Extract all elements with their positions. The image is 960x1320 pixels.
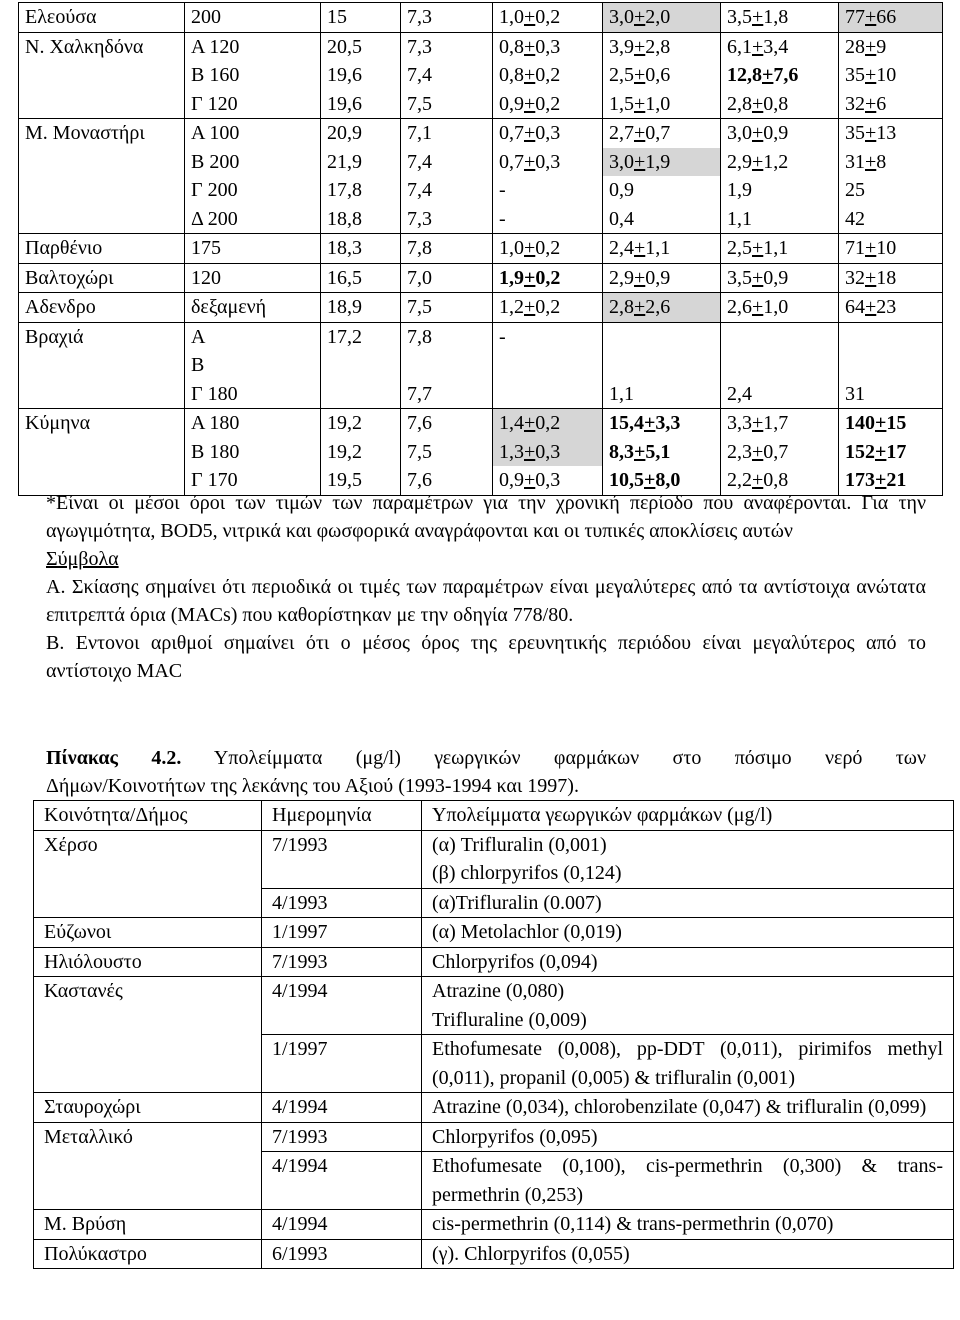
table-cell: 7,3 <box>401 3 493 33</box>
table-row <box>19 293 943 323</box>
table-cell: 32+6 <box>839 90 943 119</box>
table-cell <box>34 1152 262 1210</box>
table-cell: Ethofumesate (0,008), pp-DDT (0,011), pirimifos methyl (0,011), propanil (0,005) & trifluralin (0,001) <box>422 1035 954 1093</box>
table-cell: Chlorpyrifos (0,094) <box>422 947 954 977</box>
table-cell: 7,7 <box>401 380 493 409</box>
table-cell: 3,5+1,8 <box>721 3 839 33</box>
table-cell: 21,9 <box>321 148 401 177</box>
table-cell: cis-permethrin (0,114) & trans-permethrin (0,070) <box>422 1210 954 1240</box>
table-cell <box>19 438 185 467</box>
table-cell: 1,5+1,0 <box>603 90 721 119</box>
table-cell: 7,8 <box>401 322 493 351</box>
table-cell: 1,9+0,2 <box>493 263 603 293</box>
table-cell: 4/1994 <box>262 1152 422 1210</box>
table-cell: (γ). Chlorpyrifos (0,055) <box>422 1239 954 1269</box>
table-cell <box>839 322 943 351</box>
column-header: Υπολείμματα γεωργικών φαρμάκων (μg/l) <box>422 801 954 831</box>
table-cell: 7,8 <box>401 234 493 264</box>
table-cell: 140+15 <box>839 409 943 438</box>
table-cell: 7/1993 <box>262 1122 422 1152</box>
table-cell: 2,7+0,7 <box>603 119 721 148</box>
table-row <box>19 3 943 33</box>
table-cell: 2,5+1,1 <box>721 234 839 264</box>
table-cell: 7/1993 <box>262 830 422 859</box>
table-cell: 0,8+0,2 <box>493 61 603 90</box>
table-cell: 7,3 <box>401 205 493 234</box>
table-cell: 77+66 <box>839 3 943 33</box>
table-cell <box>19 148 185 177</box>
table-cell: 0,4 <box>603 205 721 234</box>
table-cell: Μ. Μοναστήρι <box>19 119 185 148</box>
table-cell: (α) Metolachlor (0,019) <box>422 918 954 948</box>
table-cell <box>603 322 721 351</box>
table-row <box>19 61 943 90</box>
table-cell: 1,9 <box>721 176 839 205</box>
table-cell <box>34 1006 262 1035</box>
table-cell: Ν. Χαλκηδόνα <box>19 32 185 61</box>
table-cell: 4/1994 <box>262 977 422 1006</box>
table-cell: 3,0+2,0 <box>603 3 721 33</box>
table-row <box>34 1006 954 1035</box>
table-row <box>19 205 943 234</box>
table-cell: 0,9+0,2 <box>493 90 603 119</box>
table-cell: 17,8 <box>321 176 401 205</box>
table-cell: 18,9 <box>321 293 401 323</box>
caption-line-2: Δήμων/Κοινοτήτων της λεκάνης του Αξιού (1993-1994 και 1997). <box>46 775 579 797</box>
table-cell: 7,5 <box>401 293 493 323</box>
table-cell <box>401 351 493 380</box>
table-cell: 17,2 <box>321 322 401 351</box>
table-cell: 10,5+8,0 <box>603 466 721 495</box>
table-cell <box>603 351 721 380</box>
table-row <box>34 918 954 948</box>
table-cell <box>321 351 401 380</box>
table-cell: 35+13 <box>839 119 943 148</box>
table-cell: 1,2+0,2 <box>493 293 603 323</box>
table-cell: 7,6 <box>401 466 493 495</box>
table-cell: 2,6+1,0 <box>721 293 839 323</box>
table-cell: 0,7+0,3 <box>493 148 603 177</box>
table-cell <box>34 888 262 918</box>
table-cell: 31 <box>839 380 943 409</box>
table-cell: - <box>493 205 603 234</box>
table-row <box>19 438 943 467</box>
table-cell: Σταυροχώρι <box>34 1093 262 1123</box>
table-cell <box>19 380 185 409</box>
table-cell: 120 <box>185 263 321 293</box>
table-cell: - <box>493 176 603 205</box>
table-row <box>19 176 943 205</box>
symbol-a-note: Α. Σκίασης σημαίνει ότι περιοδικά οι τιμές των παραμέτρων είναι μεγαλύτερες από τα αντίστοιχα ανώτατα επιτρεπτά όρια (MACs) που καθορίστηκαν με την οδηγία 778/80. <box>46 576 926 626</box>
table-cell: 2,9+0,9 <box>603 263 721 293</box>
table-cell: 3,0+0,9 <box>721 119 839 148</box>
table-cell: Α <box>185 322 321 351</box>
table-cell: 0,9+0,3 <box>493 466 603 495</box>
table-cell: Β 200 <box>185 148 321 177</box>
table-cell: 19,6 <box>321 90 401 119</box>
table-cell: 1,1 <box>603 380 721 409</box>
table-cell: 152+17 <box>839 438 943 467</box>
table-cell: Καστανές <box>34 977 262 1006</box>
table-caption <box>46 744 926 800</box>
table-row <box>19 409 943 438</box>
table-cell: 7,4 <box>401 61 493 90</box>
table-row <box>19 351 943 380</box>
table-cell: Βραχιά <box>19 322 185 351</box>
table-cell: 7,3 <box>401 32 493 61</box>
table-cell: 31+8 <box>839 148 943 177</box>
table-row <box>19 263 943 293</box>
table-cell: 4/1994 <box>262 1093 422 1123</box>
table-cell <box>839 351 943 380</box>
table-cell: 19,2 <box>321 409 401 438</box>
table-header-row <box>34 801 954 831</box>
table-cell: Γ 170 <box>185 466 321 495</box>
table-cell: 25 <box>839 176 943 205</box>
table-cell: 42 <box>839 205 943 234</box>
table-cell: 1,3+0,3 <box>493 438 603 467</box>
table-cell: 173+21 <box>839 466 943 495</box>
table-cell: Μεταλλικό <box>34 1122 262 1152</box>
pesticide-residue-table <box>33 800 954 1269</box>
table-row <box>19 234 943 264</box>
table-cell: 1,1 <box>721 205 839 234</box>
table-cell <box>19 61 185 90</box>
table-row <box>34 977 954 1006</box>
table-cell: 2,9+1,2 <box>721 148 839 177</box>
table-notes <box>46 489 926 685</box>
table-cell: 6,1+3,4 <box>721 32 839 61</box>
table-row <box>34 859 954 888</box>
table-cell: 2,4+1,1 <box>603 234 721 264</box>
table-cell: 19,6 <box>321 61 401 90</box>
mean-values-note: *Είναι οι μέσοι όροι των τιμών των παραμέτρων για την χρονική περίοδο που αναφέρονται. Για την αγωγιμότητα, BOD5, νιτρικά και φωσφορικά αναγράφονται και οι τυπικές αποκλίσεις αυτών <box>46 492 926 542</box>
table-row <box>34 1210 954 1240</box>
symbols-heading: Σύμβολα <box>46 548 119 570</box>
table-cell: 15,4+3,3 <box>603 409 721 438</box>
table-cell: Παρθένιο <box>19 234 185 264</box>
table-cell: Ethofumesate (0,100), cis-permethrin (0,300) & trans-permethrin (0,253) <box>422 1152 954 1210</box>
table-cell: 2,8+0,8 <box>721 90 839 119</box>
table-cell: Πολύκαστρο <box>34 1239 262 1269</box>
table-cell: Αδενδρο <box>19 293 185 323</box>
table-row <box>34 1093 954 1123</box>
table-row <box>34 830 954 859</box>
table-cell: Ηλιόλουστο <box>34 947 262 977</box>
table-cell: 1/1997 <box>262 918 422 948</box>
column-header: Κοινότητα/Δήμος <box>34 801 262 831</box>
table-cell: 7,4 <box>401 176 493 205</box>
table-cell: Β 180 <box>185 438 321 467</box>
table-cell: 7,1 <box>401 119 493 148</box>
table-cell <box>34 1035 262 1093</box>
table-cell: 7,0 <box>401 263 493 293</box>
table-cell: 32+18 <box>839 263 943 293</box>
table-cell: 71+10 <box>839 234 943 264</box>
water-quality-table <box>18 2 943 496</box>
table-cell <box>493 380 603 409</box>
table-cell: 8,3+5,1 <box>603 438 721 467</box>
table-cell: Γ 180 <box>185 380 321 409</box>
table-row <box>19 148 943 177</box>
table-row <box>34 1122 954 1152</box>
table-cell: 12,8+7,6 <box>721 61 839 90</box>
table-cell: 18,8 <box>321 205 401 234</box>
table-cell: Chlorpyrifos (0,095) <box>422 1122 954 1152</box>
table-cell <box>19 176 185 205</box>
table-cell: 175 <box>185 234 321 264</box>
table-cell <box>721 351 839 380</box>
table-cell: 1,4+0,2 <box>493 409 603 438</box>
table-cell: 3,0+1,9 <box>603 148 721 177</box>
table-cell: - <box>493 322 603 351</box>
table-cell: Χέρσο <box>34 830 262 859</box>
table-cell: 0,7+0,3 <box>493 119 603 148</box>
table-cell: 1,0+0,2 <box>493 3 603 33</box>
table-cell: 20,9 <box>321 119 401 148</box>
caption-line-1: Υπολείμματα (μg/l) γεωργικών φαρμάκων στο πόσιμο νερό των <box>213 747 927 769</box>
table-cell: 1/1997 <box>262 1035 422 1093</box>
table-cell: 7,6 <box>401 409 493 438</box>
table-cell: 2,8+2,6 <box>603 293 721 323</box>
table-cell: Α 100 <box>185 119 321 148</box>
table-row <box>34 888 954 918</box>
table-cell: Γ 200 <box>185 176 321 205</box>
table-cell: Atrazine (0,080) <box>422 977 954 1006</box>
table-row <box>34 1239 954 1269</box>
table-cell: Εύζωνοι <box>34 918 262 948</box>
table-cell: 2,4 <box>721 380 839 409</box>
table-cell: 7,5 <box>401 90 493 119</box>
table-cell: 1,0+0,2 <box>493 234 603 264</box>
table-row <box>34 947 954 977</box>
table-row <box>19 380 943 409</box>
table-cell: 3,9+2,8 <box>603 32 721 61</box>
table-row <box>34 1152 954 1210</box>
table-cell: 3,3+1,7 <box>721 409 839 438</box>
table-cell <box>721 322 839 351</box>
table-cell: 2,3+0,7 <box>721 438 839 467</box>
table-cell: 4/1994 <box>262 1210 422 1240</box>
symbol-b-note: Β. Εντονοι αριθμοί σημαίνει ότι ο μέσος όρος της ερευνητικής περιόδου είναι μεγαλύτερος από το αντίστοιχο MAC <box>46 632 926 682</box>
table-row <box>34 1035 954 1093</box>
table-cell: Βαλτοχώρι <box>19 263 185 293</box>
table-cell: 2,5+0,6 <box>603 61 721 90</box>
table-cell: δεξαμενή <box>185 293 321 323</box>
table-cell: 20,5 <box>321 32 401 61</box>
column-header: Ημερομηνία <box>262 801 422 831</box>
table-cell: Γ 120 <box>185 90 321 119</box>
table-cell: 7,5 <box>401 438 493 467</box>
table-cell: Atrazine (0,034), chlorobenzilate (0,047) & trifluralin (0,099) <box>422 1093 954 1123</box>
table-cell: 35+10 <box>839 61 943 90</box>
table-cell: 7,4 <box>401 148 493 177</box>
table-cell <box>19 90 185 119</box>
table-cell: 0,9 <box>603 176 721 205</box>
table-cell <box>262 859 422 888</box>
table-cell: 18,3 <box>321 234 401 264</box>
table-row <box>19 32 943 61</box>
table-cell: 64+23 <box>839 293 943 323</box>
table-cell: Μ. Βρύση <box>34 1210 262 1240</box>
table-cell: 4/1993 <box>262 888 422 918</box>
table-cell: 15 <box>321 3 401 33</box>
table-cell <box>262 1006 422 1035</box>
table-cell: (β) chlorpyrifos (0,124) <box>422 859 954 888</box>
table-cell: Β 160 <box>185 61 321 90</box>
table-cell: (α) Trifluralin (0,001) <box>422 830 954 859</box>
table-cell <box>19 205 185 234</box>
table-cell: 3,5+0,9 <box>721 263 839 293</box>
table-cell: 7/1993 <box>262 947 422 977</box>
table-cell <box>321 380 401 409</box>
table-cell: 6/1993 <box>262 1239 422 1269</box>
table-row <box>19 322 943 351</box>
table-cell: 16,5 <box>321 263 401 293</box>
table-cell: Α 180 <box>185 409 321 438</box>
table-cell: 0,8+0,3 <box>493 32 603 61</box>
table-cell: Δ 200 <box>185 205 321 234</box>
table-row <box>19 90 943 119</box>
table-cell: 2,2+0,8 <box>721 466 839 495</box>
table-cell: (α)Trifluralin (0.007) <box>422 888 954 918</box>
table-cell: 200 <box>185 3 321 33</box>
table-cell <box>34 859 262 888</box>
table-cell: Β <box>185 351 321 380</box>
table-row <box>19 119 943 148</box>
table-cell: Κύμηνα <box>19 409 185 438</box>
table-cell: Trifluraline (0,009) <box>422 1006 954 1035</box>
table-cell: 28+9 <box>839 32 943 61</box>
table-cell <box>493 351 603 380</box>
table-cell: 19,2 <box>321 438 401 467</box>
table-cell: Ελεούσα <box>19 3 185 33</box>
table-cell: 19,5 <box>321 466 401 495</box>
table-cell <box>19 351 185 380</box>
table-cell: Α 120 <box>185 32 321 61</box>
table-label: Πίνακας 4.2. <box>46 747 182 769</box>
